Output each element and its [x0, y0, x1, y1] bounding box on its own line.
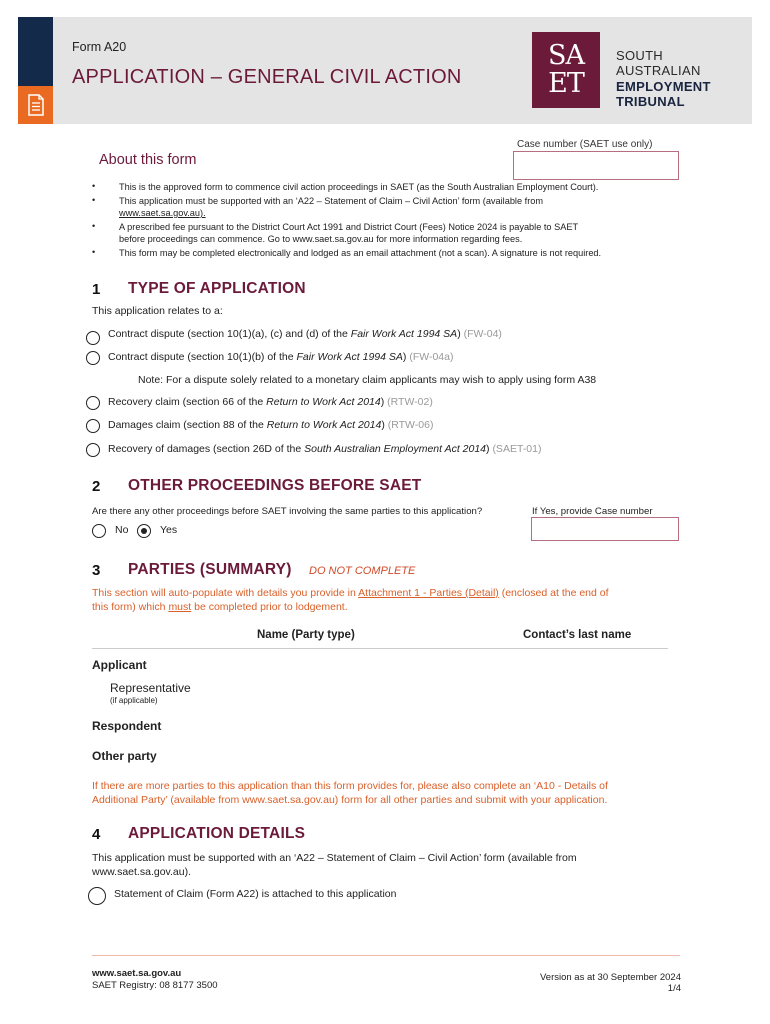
party-respondent: Respondent	[92, 719, 162, 733]
column-header-contact: Contact’s last name	[523, 629, 632, 641]
radio-recovery-claim[interactable]	[86, 396, 100, 410]
logo-text-line1: SOUTH	[616, 48, 663, 63]
statement-of-claim-label: Statement of Claim (Form A22) is attached to this application	[114, 888, 397, 900]
section-2-number: 2	[92, 478, 101, 495]
option-recovery-of-damages: Recovery of damages (section 26D of the South Australian Employment Act 2014) (SAET-01)	[108, 443, 542, 455]
option-contract-dispute-a: Contract dispute (section 10(1)(a), (c) and (d) of the Fair Work Act 1994 SA) (FW-04)	[108, 328, 502, 340]
other-case-number-label: If Yes, provide Case number	[532, 506, 653, 517]
footer-divider	[92, 955, 680, 956]
about-bullet-3: A prescribed fee pursuant to the District Court Act 1991 and District Court (Fees) Notice 2024 is payable to SAET	[119, 222, 579, 232]
section-1-title: TYPE OF APPLICATION	[128, 280, 306, 297]
bullet-dot: •	[92, 221, 96, 231]
attachment-1-link[interactable]: Attachment 1 - Parties (Detail)	[358, 587, 499, 599]
case-number-input[interactable]	[513, 151, 679, 180]
column-header-name: Name (Party type)	[257, 629, 355, 641]
saet-logo	[532, 32, 600, 108]
statement-of-claim-checkbox[interactable]	[88, 887, 106, 905]
page-title: APPLICATION – GENERAL CIVIL ACTION	[72, 66, 462, 88]
section-4-number: 4	[92, 826, 101, 843]
section-1-intro: This application relates to a:	[92, 305, 223, 317]
logo-letters-top: SA	[548, 40, 584, 71]
no-label: No	[115, 524, 129, 536]
logo-text-line4: TRIBUNAL	[616, 94, 685, 109]
radio-no[interactable]	[92, 524, 106, 538]
saet-website-link[interactable]: www.saet.sa.gov.au).	[119, 208, 206, 218]
radio-contract-dispute-b[interactable]	[86, 351, 100, 365]
document-icon	[18, 86, 53, 124]
other-proceedings-question: Are there any other proceedings before SAET involving the same parties to this application?	[92, 506, 483, 517]
party-representative: Representative	[110, 681, 191, 695]
about-bullet-2: This application must be supported with an ‘A22 – Statement of Claim – Civil Action’ form (available from	[119, 196, 544, 206]
party-applicant: Applicant	[92, 658, 147, 672]
more-parties-info-line1: If there are more parties to this application than this form provides for, please also complete an ‘A10 - Details of	[92, 780, 608, 792]
do-not-complete-note: DO NOT COMPLETE	[309, 565, 416, 577]
radio-recovery-of-damages[interactable]	[86, 443, 100, 457]
option-contract-dispute-b: Contract dispute (section 10(1)(b) of the Fair Work Act 1994 SA) (FW-04a)	[108, 351, 454, 363]
section-1-number: 1	[92, 281, 101, 298]
case-number-label: Case number (SAET use only)	[517, 139, 653, 150]
option-damages-claim: Damages claim (section 88 of the Return to Work Act 2014) (RTW-06)	[108, 419, 434, 431]
section-4-title: APPLICATION DETAILS	[128, 825, 306, 842]
footer-website[interactable]: www.saet.sa.gov.au	[92, 968, 182, 979]
party-other: Other party	[92, 749, 157, 763]
monetary-claim-note: Note: For a dispute solely related to a monetary claim applicants may wish to apply using form A38	[138, 374, 597, 386]
logo-letters-bottom: ET	[548, 68, 584, 99]
radio-contract-dispute-a[interactable]	[86, 331, 100, 345]
auto-populate-info-line1: This section will auto-populate with details you provide in Attachment 1 - Parties (Detail) (enclosed at the end of	[92, 587, 609, 599]
radio-yes[interactable]	[137, 524, 151, 538]
other-case-number-input[interactable]	[531, 517, 679, 541]
bullet-dot: •	[92, 247, 96, 257]
section-3-number: 3	[92, 562, 101, 579]
form-number: Form A20	[72, 40, 127, 54]
option-recovery-claim: Recovery claim (section 66 of the Return to Work Act 2014) (RTW-02)	[108, 396, 433, 408]
about-heading: About this form	[99, 152, 197, 168]
bullet-dot: •	[92, 195, 96, 205]
bullet-dot: •	[92, 181, 96, 191]
table-divider	[92, 648, 668, 649]
footer-page-number: 1/4	[667, 983, 681, 994]
more-parties-info-line2: Additional Party’ (available from www.saet.sa.gov.au) form for all other parties and submit with your application.	[92, 794, 608, 806]
yes-label: Yes	[160, 524, 178, 536]
application-details-line2: www.saet.sa.gov.au).	[92, 866, 192, 878]
if-applicable-note: (if applicable)	[110, 696, 158, 705]
radio-damages-claim[interactable]	[86, 419, 100, 433]
footer-registry: SAET Registry: 08 8177 3500	[92, 980, 218, 991]
about-bullet-1: This is the approved form to commence civil action proceedings in SAET (as the South Australian Employment Court).	[119, 182, 599, 192]
logo-text-line2: AUSTRALIAN	[616, 63, 701, 78]
section-2-title: OTHER PROCEEDINGS BEFORE SAET	[128, 477, 422, 494]
logo-text-line3: EMPLOYMENT	[616, 79, 711, 94]
about-bullet-3-cont: before proceedings can commence. Go to www.saet.sa.gov.au for more information regarding fees.	[119, 234, 523, 244]
about-bullet-4: This form may be completed electronically and lodged as an email attachment (not a scan). A signature is not required.	[119, 248, 602, 258]
application-details-line1: This application must be supported with an ‘A22 – Statement of Claim – Civil Action’ form (available from	[92, 852, 577, 864]
section-3-title: PARTIES (SUMMARY)	[128, 561, 292, 578]
footer-version: Version as at 30 September 2024	[539, 972, 681, 983]
auto-populate-info-line2: this form) which must be completed prior to lodgement.	[92, 601, 348, 613]
